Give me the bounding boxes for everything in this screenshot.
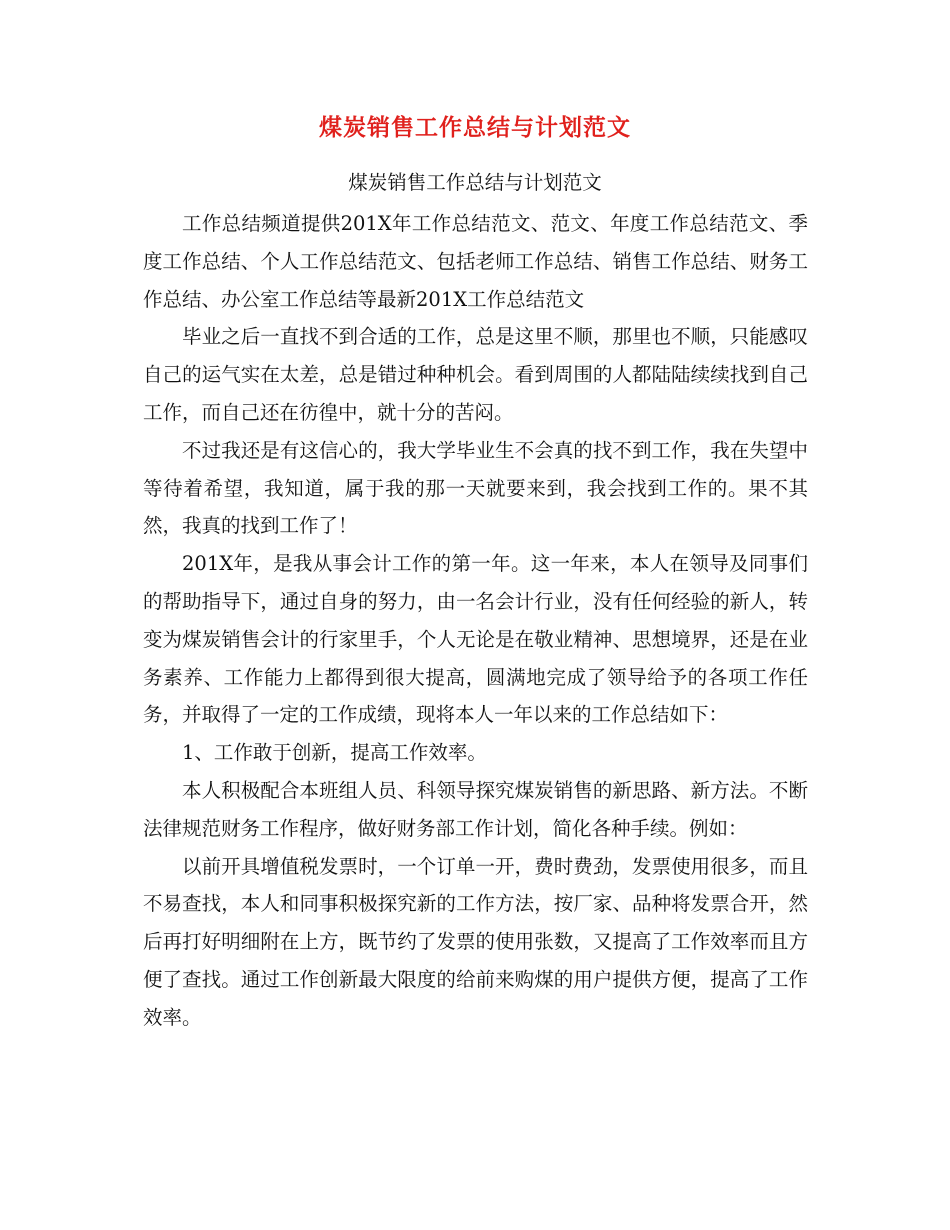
paragraph-invoice-example: 以前开具增值税发票时，一个订单一开，费时费劲，发票使用很多，而且不易查找，本人和同事积极探究新的工作方法，按厂家、品种将发票合开，然后再打好明细附在上方，既节约了发票的使用张数，又提高了工作效率而且方便了查找。通过工作创新最大限度的给前来购煤的用户提供方便，提高了工作效率。 (143, 854, 808, 1029)
document-subtitle: 煤炭销售工作总结与计划范文 (348, 171, 602, 194)
paragraph-first-year: 201X年，是我从事会计工作的第一年。这一年来，本人在领导及同事们的帮助指导下，通过自身的努力，由一名会计行业，没有任何经验的新人，转变为煤炭销售会计的行家里手，个人无论是在敬业精神、思想境界，还是在业务素养、工作能力上都得到很大提高，圆满地完成了领导给予的各项工作任务，并取得了一定的工作成绩，现将本人一年以来的工作总结如下： (143, 552, 808, 727)
paragraph-job-search: 毕业之后一直找不到合适的工作，总是这里不顺，那里也不顺，只能感叹自己的运气实在太差，总是错过种种机会。看到周围的人都陆陆续续找到自己工作，而自己还在彷徨中，就十分的苦闷。 (143, 325, 808, 424)
paragraph-confidence: 不过我还是有这信心的，我大学毕业生不会真的找不到工作，我在失望中等待着希望，我知道，属于我的那一天就要来到，我会找到工作的。果不其然，我真的找到工作了！ (143, 438, 808, 538)
section-heading-innovation: 1、工作敢于创新，提高工作效率。 (182, 741, 487, 765)
document-title: 煤炭销售工作总结与计划范文 (319, 115, 631, 141)
paragraph-intro: 工作总结频道提供201X年工作总结范文、范文、年度工作总结范文、季度工作总结、个人工作总结范文、包括老师工作总结、销售工作总结、财务工作总结、办公室工作总结等最新201X工作总结范文 (143, 212, 808, 311)
document-body (143, 205, 808, 1037)
paragraph-new-methods: 本人积极配合本班组人员、科领导探究煤炭销售的新思路、新方法。不断法律规范财务工作程序，做好财务部工作计划，简化各种手续。例如： (143, 778, 808, 840)
